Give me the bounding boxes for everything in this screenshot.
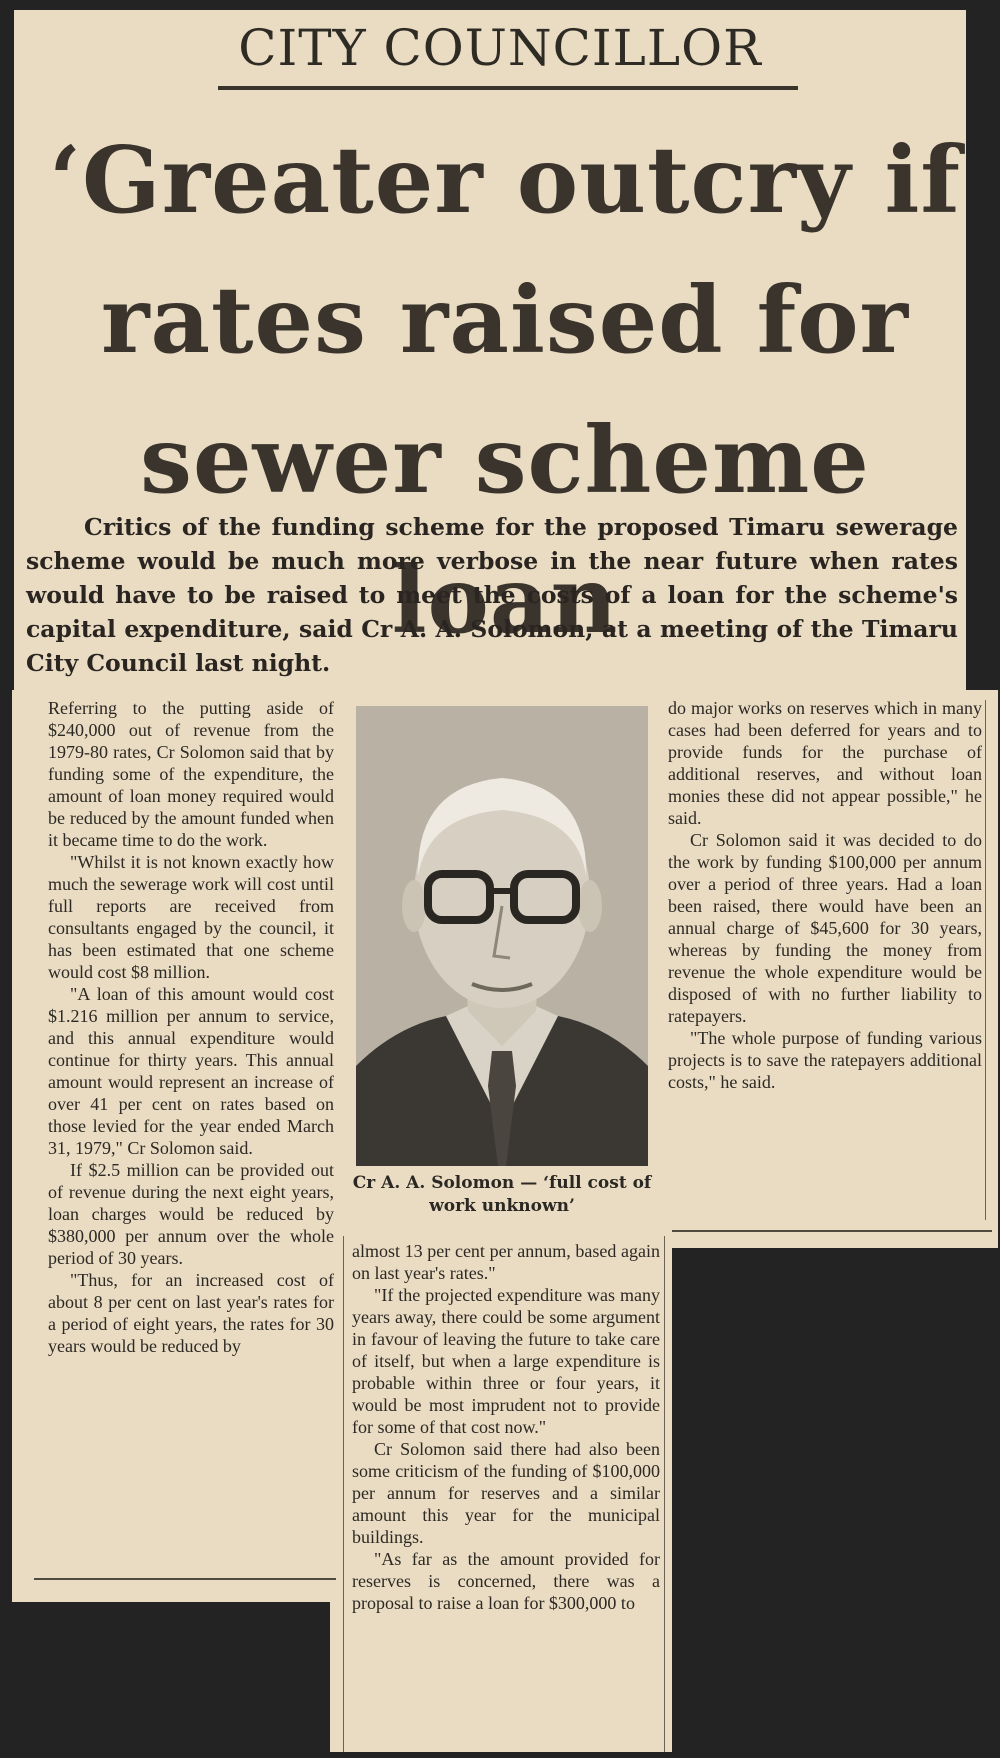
- column-rule: [985, 700, 986, 1220]
- paragraph: "Thus, for an increased cost of about 8 per cent on last year's rates for a period of eight years, the rates for 30 years would be reduced by: [48, 1270, 334, 1356]
- paragraph: Cr Solomon said it was decided to do the work by funding $100,000 per annum over a period of three years. Had a loan been raised, there would have been an annual charge of $45,600 for 30 years, whereas by funding the money from revenue the whole expenditure would be disposed of with no further liability to ratepayers.: [668, 830, 982, 1026]
- paragraph: almost 13 per cent per annum, based again on last year's rates.": [352, 1241, 660, 1283]
- body-column-right: [668, 697, 982, 1093]
- paragraph: Referring to the putting aside of $240,000 out of revenue from the 1979-80 rates, Cr Solomon said that by funding some of the expenditure, the amount of loan money required would be reduced by the amount funded when it became time to do the work.: [48, 698, 334, 850]
- portrait-illustration: [356, 706, 648, 1166]
- column-end-rule: [34, 1578, 336, 1580]
- paragraph: "The whole purpose of funding various projects is to save the ratepayers additional costs," he said.: [668, 1028, 982, 1092]
- paragraph: Cr Solomon said there had also been some criticism of the funding of $100,000 per annum for reserves and a similar amount this year for the municipal buildings.: [352, 1439, 660, 1547]
- paragraph: "If the projected expenditure was many years away, there could be some argument in favour of leaving the future to take care of itself, but when a large expenditure is probable within three or four years, it would be most imprudent not to provide for some of that cost now.": [352, 1285, 660, 1437]
- paragraph: If $2.5 million can be provided out of revenue during the next eight years, loan charges would be reduced by $380,000 per annum over the whole period of 30 years.: [48, 1160, 334, 1268]
- photo-caption: Cr A. A. Solomon — ‘full cost of work unknown’: [352, 1173, 652, 1216]
- kicker-underline: [218, 86, 798, 90]
- paragraph: "As far as the amount provided for reserves is concerned, there was a proposal to raise a loan for $300,000 to: [352, 1549, 660, 1613]
- portrait-photo: [356, 706, 648, 1166]
- paragraph: "A loan of this amount would cost $1.216 million per annum to service, and this annual expenditure would continue for thirty years. This annual amount would represent an increase of over 41 per cent on rates based on those levied for the year ended March 31, 1979," Cr Solomon said.: [48, 984, 334, 1158]
- standfirst: Critics of the funding scheme for the proposed Timaru sewerage scheme would be much more verbose in the near future when rates would have to be raised to meet the costs of a loan for the scheme's capital expenditure, said Cr A. A. Solomon, at a meeting of the Timaru City Council last night.: [26, 513, 958, 677]
- column-rule: [343, 1236, 344, 1752]
- body-column-left: [48, 697, 334, 1357]
- section-kicker: CITY COUNCILLOR: [238, 19, 762, 77]
- column-end-rule: [672, 1230, 992, 1232]
- paragraph: do major works on reserves which in many cases had been deferred for years and to provide funds for the purchase of additional reserves, and without loan monies these did not appear possible," he said.: [668, 698, 982, 828]
- body-column-middle: [352, 1240, 660, 1614]
- headline: ‘Greater outcry if rates raised for sewer scheme loan: [49, 126, 961, 654]
- paragraph: "Whilst it is not known exactly how much the sewerage work will cost until full reports are received from consultants engaged by the council, it has been estimated that one scheme would cost $8 million.: [48, 852, 334, 982]
- column-rule: [664, 1236, 665, 1752]
